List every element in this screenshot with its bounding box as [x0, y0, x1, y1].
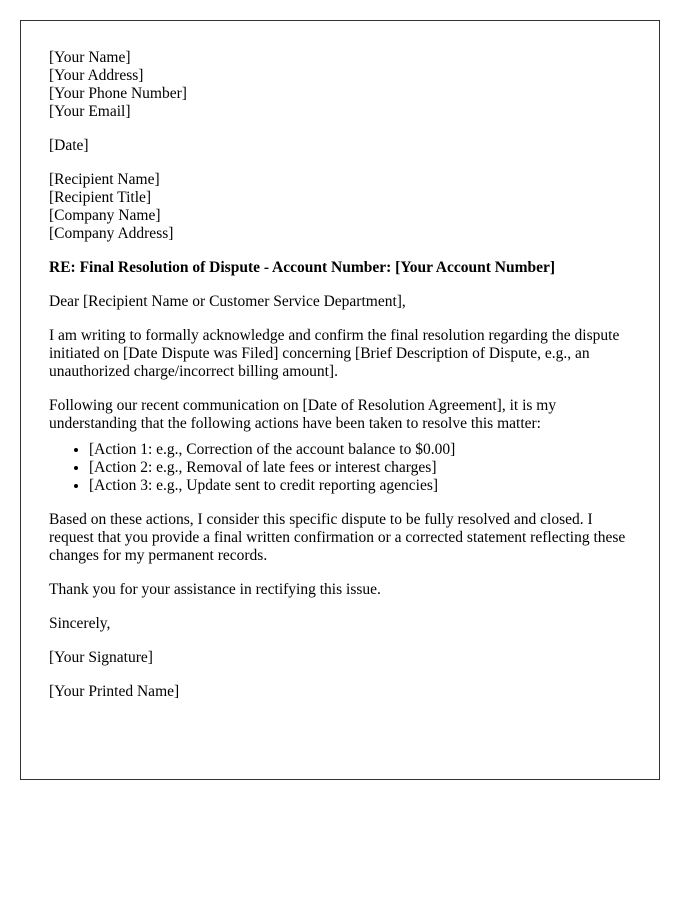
letter-page	[20, 20, 660, 780]
recipient-address: [Company Address]	[49, 225, 174, 242]
body-paragraph-1: I am writing to formally acknowledge and confirm the final resolution regarding the dispute initiated on [Date Dispute was Filed] concerning [Brief Description of Dispute, e.g., an unauthorized charge/incorrect billing amount].	[49, 327, 620, 380]
list-item: • [Action 1: e.g., Correction of the account balance to $0.00]	[89, 441, 631, 459]
printed-name: [Your Printed Name]	[49, 683, 180, 700]
actions-list	[49, 441, 631, 495]
closing: Sincerely,	[49, 615, 111, 632]
sender-address: [Your Address]	[49, 67, 144, 84]
list-item: • [Action 2: e.g., Removal of late fees or interest charges]	[89, 459, 631, 477]
letter-date: [Date]	[49, 137, 89, 154]
body-paragraph-3: Based on these actions, I consider this specific dispute to be fully resolved and closed. I request that you provide a final written confirmation or a corrected statement reflecting these changes for my permanent records.	[49, 511, 626, 564]
sender-phone: [Your Phone Number]	[49, 85, 187, 102]
sender-email: [Your Email]	[49, 103, 131, 120]
list-item: • [Action 3: e.g., Update sent to credit reporting agencies]	[89, 477, 631, 495]
recipient-block	[49, 171, 631, 243]
recipient-title: [Recipient Title]	[49, 189, 152, 206]
recipient-name: [Recipient Name]	[49, 171, 160, 188]
signature: [Your Signature]	[49, 649, 153, 666]
body-paragraph-4: Thank you for your assistance in rectifying this issue.	[49, 581, 381, 598]
salutation: Dear [Recipient Name or Customer Service Department],	[49, 293, 406, 310]
subject-line: RE: Final Resolution of Dispute - Account Number: [Your Account Number]	[49, 259, 556, 276]
recipient-company: [Company Name]	[49, 207, 161, 224]
body-paragraph-2: Following our recent communication on [Date of Resolution Agreement], it is my understanding that the following actions have been taken to resolve this matter:	[49, 397, 557, 432]
sender-name: [Your Name]	[49, 49, 131, 66]
sender-block	[49, 49, 631, 121]
